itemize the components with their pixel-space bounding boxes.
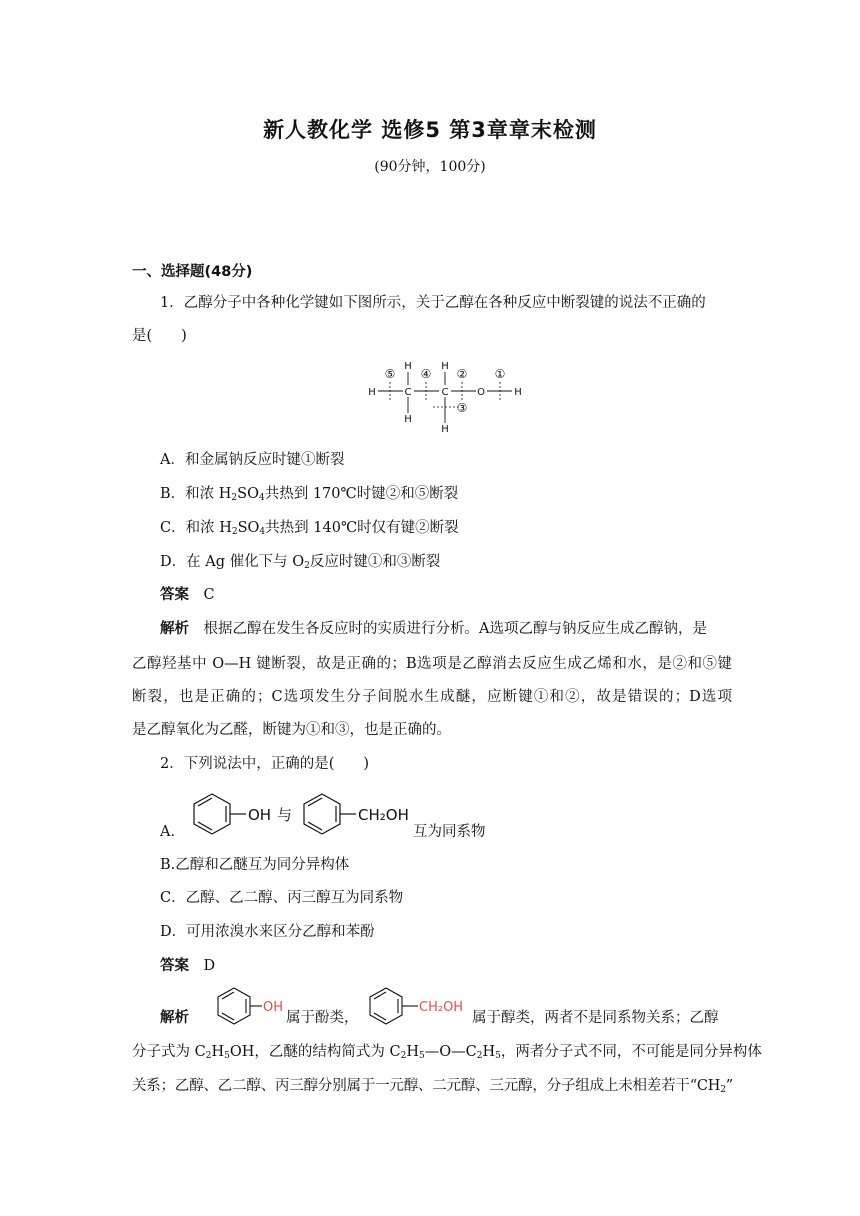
benzene-ring-icon [370,988,402,1024]
atom-o: O [477,387,485,398]
q1-stem-line1: 1．乙醇分子中各种化学键如下图所示，关于乙醇在各种反应中断裂键的说法不正确的 [160,295,706,311]
atom-h-c2-bottom: H [441,424,449,435]
q1-stem-line2: 是( ) [132,328,187,344]
q1-option-d: D．在 Ag 催化下与 $O_2$反应时键①和③断裂 [160,554,441,571]
bond-label-3: ③ [456,401,468,415]
q2-analysis-part1: 属于酚类， [286,1010,359,1026]
q1-answer: 答案 C [160,587,215,603]
q1-analysis-line4: 是乙醇氧化为乙醛，断键为①和③，也是正确的。 [132,722,451,738]
bond-label-1: ① [494,367,506,381]
benzene-ring-icon [218,988,250,1024]
q2-analysis-label: 解析 [160,1010,189,1026]
bond-label-2: ② [456,367,468,381]
q2-option-a-structures [182,788,418,848]
bond-label-5: ⑤ [384,367,396,381]
atom-c2: C [441,387,449,398]
q2-option-d: D．可用浓溴水来区分乙醇和苯酚 [160,924,375,940]
benzyl-ch2oh-label: CH₂OH [358,806,409,824]
section-heading: 一、选择题(48分) [132,264,253,280]
q2-option-b: B.乙醇和乙醚互为同分异构体 [160,857,350,873]
benzyl-ch2oh-red-label: CH₂OH [419,1000,464,1015]
q1-analysis-line1: 解析 根据乙醇在发生各反应时的实质进行分析。A选项乙醇与钠反应生成乙醇钠，是 [160,621,707,637]
q2-option-c: C．乙醇、乙二醇、丙三醇互为同系物 [160,890,404,906]
phenol-oh-red-label: OH [263,1000,284,1015]
atom-h-left: H [368,387,376,398]
atom-h-right: H [514,387,522,398]
q2-option-a-prefix: A． [160,824,185,840]
benzene-ring-icon [304,794,340,834]
atom-c1: C [404,387,412,398]
atom-h-c1-top: H [404,361,412,372]
phenol-structure [210,984,286,1032]
q2-stem: 2．下列说法中，正确的是( ) [160,756,370,772]
benzyl-alcohol-structure [362,984,472,1032]
q2-option-a-suffix: 互为同系物 [413,824,486,840]
q1-analysis-line3: 断裂，也是正确的；C选项发生分子间脱水生成醚，应断键①和②，故是错误的；D选项 [132,689,732,705]
atom-h-c2-top: H [441,361,449,372]
q1-option-a: A．和金属钠反应时键①断裂 [160,452,345,468]
q1-option-b: B．和浓 $H_2SO_4$共热到 170℃时键②和⑤断裂 [160,486,459,503]
q2-answer: 答案 D [160,958,216,974]
page-title: 新人教化学 选修5 第3章章末检测 [263,118,597,142]
q2-analysis-part2: 属于醇类，两者不是同系物关系；乙醇 [472,1010,719,1026]
q1-option-c: C．和浓 $H_2SO_4$共热到 140℃时仅有键②断裂 [160,520,459,537]
q2-analysis-line3: 关系；乙醇、乙二醇、丙三醇分别属于一元醇、二元醇、三元醇，分子组成上未相差若干“$CH_2$” [132,1078,733,1095]
ethanol-bond-diagram [360,360,530,444]
q2-analysis-line2: 分子式为 $C_2H_5OH$，乙醚的结构简式为 $C_2H_5—O—C_2H_5$，两者分子式不同，不可能是同分异构体 [132,1044,762,1061]
phenol-oh-label: OH [248,806,272,824]
with-label: 与 [277,806,293,824]
page-subtitle: (90分钟，100分) [374,159,486,175]
atom-h-c1-bottom: H [404,414,412,425]
q1-analysis-line2: 乙醇羟基中 O—H 键断裂，故是正确的；B选项是乙醇消去反应生成乙烯和水，是②和⑤键 [132,656,732,672]
bond-label-4: ④ [420,367,432,381]
benzene-ring-icon [194,794,230,834]
